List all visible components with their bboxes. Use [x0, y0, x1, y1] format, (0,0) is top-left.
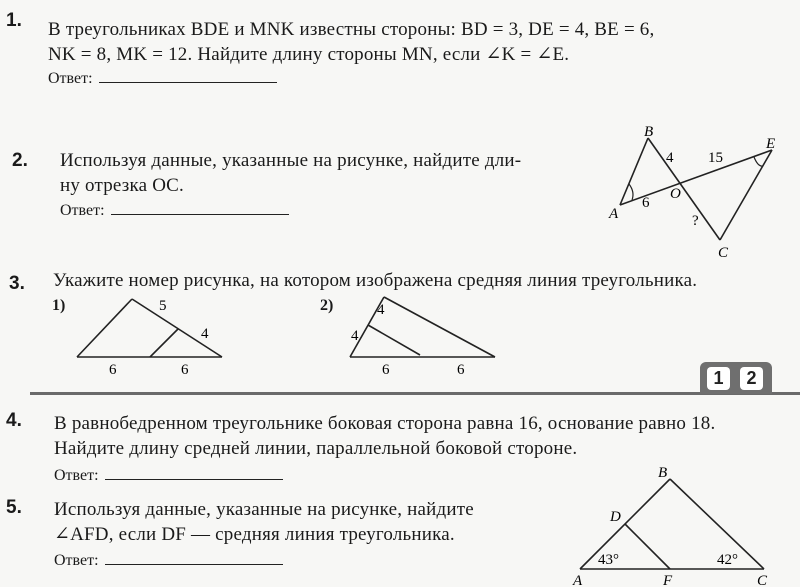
task-5-figure: [570, 462, 780, 587]
task-1-number: 1.: [6, 10, 22, 31]
length-OC: ?: [692, 213, 699, 229]
length-BO: 4: [666, 150, 674, 166]
task-4-text: [54, 411, 794, 461]
vertex-D: D: [610, 509, 621, 525]
length-AO: 6: [642, 195, 650, 211]
vertex-E: E: [766, 136, 776, 152]
fig2-lower-length: 4: [351, 328, 359, 344]
task-4-answer: [54, 465, 283, 485]
task-2-line-1: Используя данные, указанные на рисунке, найдите дли-: [60, 150, 522, 171]
task-2-text: [60, 148, 600, 198]
fig1-base-right-length: 6: [181, 362, 189, 378]
fig2-base-left-length: 6: [382, 362, 390, 378]
task-1-text: [48, 17, 788, 67]
task-1-line-1: В треугольниках BDE и MNK известны стороны: BD = 3, DE = 4, BE = 6,: [48, 19, 655, 40]
angle-A-value: 43°: [598, 552, 619, 568]
task-3-figure-2-label: 2): [320, 297, 334, 314]
length-OE: 15: [708, 150, 723, 166]
fig2-base-right-length: 6: [457, 362, 465, 378]
vertex-A: A: [609, 206, 619, 222]
fig1-right-side: [132, 299, 222, 357]
vertex-F: F: [663, 573, 673, 587]
vertex-B: B: [644, 124, 654, 140]
task-5-answer-line[interactable]: [105, 550, 283, 565]
fig2-upper-length: 4: [377, 302, 385, 318]
vertex-C: C: [718, 245, 729, 261]
section-divider: [30, 392, 800, 395]
vertex-A: A: [573, 573, 583, 587]
fig1-base-left-length: 6: [109, 362, 117, 378]
task-3-text: [53, 268, 793, 293]
task-4-line-2: Найдите длину средней линии, параллельной боковой стороне.: [54, 438, 578, 459]
task-4-line-1: В равнобедренном треугольнике боковая сторона равна 16, основание равно 18.: [54, 413, 716, 434]
task-4-answer-line[interactable]: [105, 465, 283, 480]
task-3-number: 3.: [9, 273, 25, 294]
task-2-answer: [60, 200, 289, 220]
vertex-B: B: [658, 465, 668, 481]
task-3-figure-1: [70, 292, 240, 382]
task-2-figure: [600, 120, 800, 270]
task-3-figure-2: [340, 292, 510, 382]
task-5-answer-label: Ответ:: [54, 552, 99, 569]
task-4-answer-label: Ответ:: [54, 467, 99, 484]
angle-C-value: 42°: [717, 552, 738, 568]
fig1-midline: [150, 329, 178, 357]
fig1-top-length: 5: [159, 298, 167, 314]
answer-option-1[interactable]: 1: [707, 367, 730, 390]
midline-DF: [625, 524, 670, 569]
angle-arc-E: [754, 157, 763, 166]
angle-arc-A: [629, 184, 633, 200]
task-1-answer-label: Ответ:: [48, 70, 93, 87]
fig2-midline: [368, 325, 420, 355]
task-1-answer: [48, 68, 277, 88]
task-5-text: [54, 497, 574, 547]
task-2-answer-line[interactable]: [111, 200, 289, 215]
task-1-line-2: NK = 8, MK = 12. Найдите длину стороны MN, если ∠K = ∠E.: [48, 44, 570, 65]
task-5-number: 5.: [6, 497, 22, 518]
task-4-number: 4.: [6, 410, 22, 431]
task-2-number: 2.: [12, 150, 28, 171]
task-3-figure-1-label: 1): [52, 297, 66, 314]
task-2-answer-label: Ответ:: [60, 202, 105, 219]
fig2-right-side: [384, 297, 495, 357]
task-5-line-1: Используя данные, указанные на рисунке, найдите: [54, 499, 474, 520]
segment-EC: [720, 150, 772, 240]
answer-option-2[interactable]: 2: [740, 367, 763, 390]
task-5-line-2: ∠AFD, если DF — средняя линия треугольника.: [54, 524, 455, 545]
task-3-line-1: Укажите номер рисунка, на котором изображена средняя линия треугольника.: [53, 270, 698, 291]
fig1-left-side: [77, 299, 132, 357]
vertex-C: C: [757, 573, 768, 587]
task-1-answer-line[interactable]: [99, 68, 277, 83]
task-2-line-2: ну отрезка OC.: [60, 175, 184, 196]
fig1-right-length: 4: [201, 326, 209, 342]
vertex-O: O: [670, 186, 681, 202]
task-5-answer: [54, 550, 283, 570]
